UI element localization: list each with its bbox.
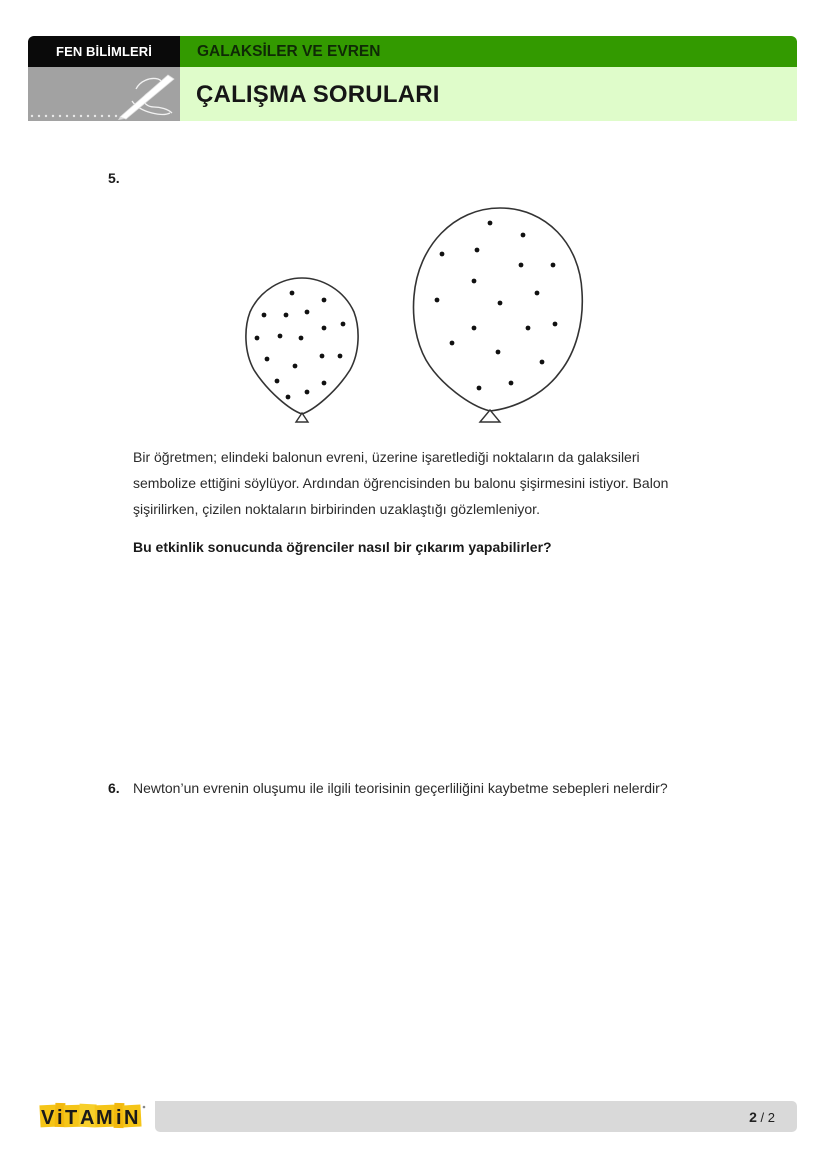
worksheet-title: ÇALIŞMA SORULARI [196, 81, 440, 108]
svg-text:i: i [57, 1107, 63, 1129]
svg-text:T: T [65, 1107, 78, 1129]
unit-banner [180, 36, 797, 67]
unit-title: GALAKSİLER VE EVREN [197, 43, 381, 60]
svg-text:A: A [80, 1107, 95, 1129]
subject-label-box [28, 36, 180, 67]
page-total: 2 [767, 1110, 775, 1125]
question-5-number: 5. [108, 170, 120, 186]
large-balloon-icon [414, 208, 583, 422]
svg-text:V: V [41, 1107, 55, 1129]
vitamin-logo-icon [38, 1098, 158, 1132]
small-balloon-icon [246, 278, 358, 422]
footer-bar [155, 1101, 797, 1132]
svg-text:M: M [96, 1107, 113, 1129]
question-5-prompt: Bu etkinlik sonucunda öğrenciler nasıl bir çıkarım yapabilirler? [133, 539, 552, 555]
subject-label: FEN BİLİMLERİ [56, 44, 152, 59]
paragraph-line: şişirilirken, çizilen noktaların birbirinden uzaklaştığı gözlemleniyor. [133, 501, 540, 517]
worksheet-title-banner [180, 67, 797, 121]
page-separator: / [756, 1110, 768, 1125]
question-6-prompt: Newton’un evrenin oluşumu ile ilgili teorisinin geçerliliğini kaybetme sebepleri nelerdir? [133, 780, 668, 796]
header-icon-box [28, 67, 180, 121]
page-current: 2 [749, 1109, 757, 1125]
question-5-paragraph [133, 444, 743, 522]
pen-writing-hand-icon [28, 67, 180, 121]
vitamin-logo [38, 1098, 158, 1132]
paragraph-line: Bir öğretmen; elindeki balonun evreni, üzerine işaretlediği noktaların da galaksileri [133, 449, 640, 465]
balloons-figure [230, 200, 600, 425]
question-6-answer-space [108, 810, 788, 1080]
question-6-number: 6. [108, 780, 120, 796]
page-number [749, 1109, 775, 1125]
svg-text:i: i [116, 1107, 122, 1129]
question-5-answer-space [108, 570, 788, 760]
paragraph-line: sembolize ettiğini söylüyor. Ardından öğrencisinden bu balonu şişirmesini istiyor. Balon [133, 475, 669, 491]
svg-text:N: N [124, 1107, 139, 1129]
